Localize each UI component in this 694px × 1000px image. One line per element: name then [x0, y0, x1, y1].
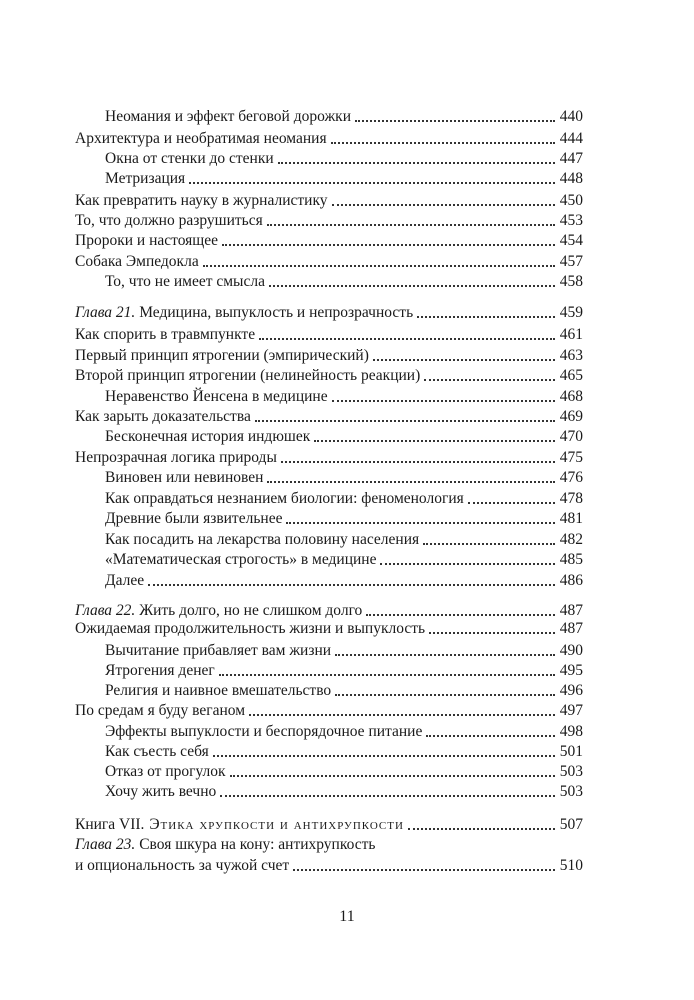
toc-entry: [105, 678, 583, 700]
toc-entry-page: 469: [559, 408, 583, 425]
toc-entry-page: 454: [559, 232, 583, 249]
toc-entry: [105, 638, 583, 660]
toc-entry-page: 448: [559, 170, 583, 187]
toc-entry-title: Как съесть себя: [105, 743, 209, 760]
toc-entry: [105, 506, 583, 528]
dot-leader: [332, 203, 555, 206]
toc-entry: [105, 658, 583, 680]
toc-chapter-entry: [75, 300, 583, 322]
toc-entry: [75, 322, 583, 344]
toc-entry-page: 463: [559, 347, 583, 364]
toc-entry-title: Второй принцип ятрогении (нелинейность реакции): [75, 367, 421, 384]
dot-leader: [148, 583, 555, 586]
dot-leader: [203, 264, 555, 267]
toc-entry-page: 490: [559, 642, 583, 659]
toc-entry: [105, 568, 583, 590]
toc-entry-title: Как посадить на лекарства половину населения: [105, 531, 420, 548]
toc-entry-title: [75, 835, 375, 854]
dot-leader: [267, 480, 555, 483]
dot-leader: [423, 542, 555, 545]
toc-entry: [105, 779, 583, 801]
toc-entry: [105, 384, 583, 406]
toc-entry-page: 458: [559, 273, 583, 290]
chapter-title: Медицина, выпуклость и непрозрачность: [135, 304, 414, 321]
toc-entry-title: Неравенство Йенсена в медицине: [105, 388, 328, 405]
toc-entry: [75, 404, 583, 426]
dot-leader: [267, 223, 555, 226]
toc-entry-page: 475: [559, 449, 583, 466]
dot-leader: [269, 284, 555, 287]
dot-leader: [189, 181, 555, 184]
toc-entry-title: Окна от стенки до стенки: [105, 150, 274, 167]
toc-entry-page: 468: [559, 388, 583, 405]
toc-entry-page: 476: [559, 469, 583, 486]
dot-leader: [213, 754, 555, 757]
dot-leader: [293, 868, 555, 871]
toc-entry-title: Как превратить науку в журналистику: [75, 192, 328, 209]
dot-leader: [417, 315, 555, 318]
toc-entry-page: 482: [559, 531, 583, 548]
toc-entry-page: 498: [559, 723, 583, 740]
toc-entry-page: 481: [559, 510, 583, 527]
toc-entry-page: 497: [559, 702, 583, 719]
dot-leader: [278, 161, 555, 164]
toc-entry: [105, 146, 583, 168]
toc-entry-title: [75, 303, 413, 322]
toc-entry: [105, 719, 583, 741]
dot-leader: [331, 141, 555, 144]
toc-entry-page: 510: [559, 857, 583, 874]
page-number: 11: [339, 908, 355, 925]
toc-entry-title: и опциональность за чужой счет: [75, 857, 290, 874]
dot-leader: [314, 439, 555, 442]
toc-entry-page: 440: [559, 108, 583, 125]
toc-entry-page: 453: [559, 212, 583, 229]
toc-entry-page: 486: [559, 572, 583, 589]
toc-entry-title: То, что должно разрушиться: [75, 212, 263, 229]
dot-leader: [281, 460, 555, 463]
toc-entry: [75, 616, 583, 638]
toc-entry-title: Первый принцип ятрогении (эмпирический): [75, 347, 369, 364]
toc-entry-title: Непрозрачная логика природы: [75, 449, 277, 466]
book-title: Этика хрупкости и антихрупкости: [144, 816, 404, 833]
dot-leader: [230, 774, 555, 777]
toc-entry: [75, 249, 583, 271]
toc-entry-title: Ожидаемая продолжительность жизни и выпуклость: [75, 620, 426, 637]
chapter-title: Жить долго, но не слишком долго: [135, 602, 363, 619]
toc-entry-page: 461: [559, 326, 583, 343]
toc-entry-page: 503: [559, 783, 583, 800]
toc-entry: [75, 445, 583, 467]
dot-leader: [429, 631, 555, 634]
toc-entry: [75, 188, 583, 210]
toc-entry-title: Метризация: [105, 170, 186, 187]
toc-entry-title: Отказ от прогулок: [105, 763, 226, 780]
dot-leader: [222, 243, 555, 246]
toc-entry-page: 457: [559, 253, 583, 270]
toc-entry: [75, 126, 583, 148]
dot-leader: [426, 734, 555, 737]
toc-entry-title: Вычитание прибавляет вам жизни: [105, 642, 332, 659]
toc-entry-title: Неомания и эффект беговой дорожки: [105, 108, 351, 125]
toc-entry-title: Как спорить в травмпункте: [75, 326, 256, 343]
toc-entry: [75, 208, 583, 230]
dot-leader: [249, 713, 555, 716]
toc-entry-title: Древние были язвительнее: [105, 510, 283, 527]
toc-entry-title: Пророки и настоящее: [75, 232, 218, 249]
toc-entry-title: Религия и наивное вмешательство: [105, 682, 332, 699]
toc-entry-page: 503: [559, 763, 583, 780]
toc-entry-page: 470: [559, 428, 583, 445]
dot-leader: [335, 653, 555, 656]
dot-leader: [219, 673, 555, 676]
toc-book-entry: [75, 812, 583, 834]
dot-leader: [259, 337, 555, 340]
toc-entry-page: 465: [559, 367, 583, 384]
toc-entry-title: Эффекты выпуклости и беспорядочное питание: [105, 723, 423, 740]
toc-entry-title: По средам я буду веганом: [75, 702, 246, 719]
chapter-number: Глава 23.: [75, 836, 136, 853]
dot-leader: [255, 419, 555, 422]
toc-entry: [75, 343, 583, 365]
toc-chapter-entry: [75, 832, 583, 854]
toc-entry: [105, 759, 583, 781]
dot-leader: [424, 378, 555, 381]
toc-entry-page: 487: [559, 620, 583, 637]
toc-entry-title: Собака Эмпедокла: [75, 253, 199, 270]
toc-entry-page: 444: [559, 130, 583, 147]
toc-entry: [75, 698, 583, 720]
toc-entry-page: 450: [559, 192, 583, 209]
toc-entry-title: Как оправдаться незнанием биологии: феноменология: [105, 490, 464, 507]
toc-entry-page: 459: [559, 304, 583, 321]
chapter-number: Глава 22.: [75, 602, 136, 619]
dot-leader: [332, 399, 555, 402]
toc-entry-title: «Математическая строгость» в медицине: [105, 551, 377, 568]
dot-leader: [380, 562, 555, 565]
toc-entry-title: Архитектура и необратимая неомания: [75, 130, 327, 147]
dot-leader: [220, 794, 555, 797]
chapter-number: Глава 21.: [75, 304, 136, 321]
dot-leader: [408, 827, 555, 830]
toc-entry: [105, 166, 583, 188]
toc-entry-title: Далее: [105, 572, 145, 589]
dot-leader: [468, 501, 555, 504]
toc-entry: [105, 465, 583, 487]
toc-entry: [105, 104, 583, 126]
toc-entry-title: То, что не имеет смысла: [105, 273, 265, 290]
toc-entry: [75, 853, 583, 875]
toc-entry-page: 478: [559, 490, 583, 507]
dot-leader: [355, 119, 555, 122]
toc-entry: [105, 424, 583, 446]
dot-leader: [335, 693, 555, 696]
toc-entry: [75, 363, 583, 385]
toc-entry: [105, 269, 583, 291]
toc-entry-title: Виновен или невиновен: [105, 469, 264, 486]
toc-entry-page: 501: [559, 743, 583, 760]
toc-entry-page: 485: [559, 551, 583, 568]
toc-entry-page: 495: [559, 662, 583, 679]
toc-entry-page: 496: [559, 682, 583, 699]
toc-entry-title: Ятрогения денег: [105, 662, 215, 679]
toc-entry: [75, 228, 583, 250]
toc-entry: [105, 486, 583, 508]
toc-entry-page: 487: [559, 602, 583, 619]
dot-leader: [373, 358, 555, 361]
toc-entry: [105, 739, 583, 761]
toc-entry-title: Бесконечная история индюшек: [105, 428, 311, 445]
dot-leader: [286, 521, 555, 524]
toc-entry-page: 447: [559, 150, 583, 167]
book-number: Книга VII.: [75, 816, 145, 833]
toc-entry-title: Хочу жить вечно: [105, 783, 217, 800]
toc-entry-title: Как зарыть доказательства: [75, 408, 251, 425]
toc-entry: [105, 527, 583, 549]
chapter-title: Своя шкура на кону: антихрупкость: [135, 836, 376, 853]
toc-entry-page: 507: [559, 816, 583, 833]
toc-entry: [105, 547, 583, 569]
